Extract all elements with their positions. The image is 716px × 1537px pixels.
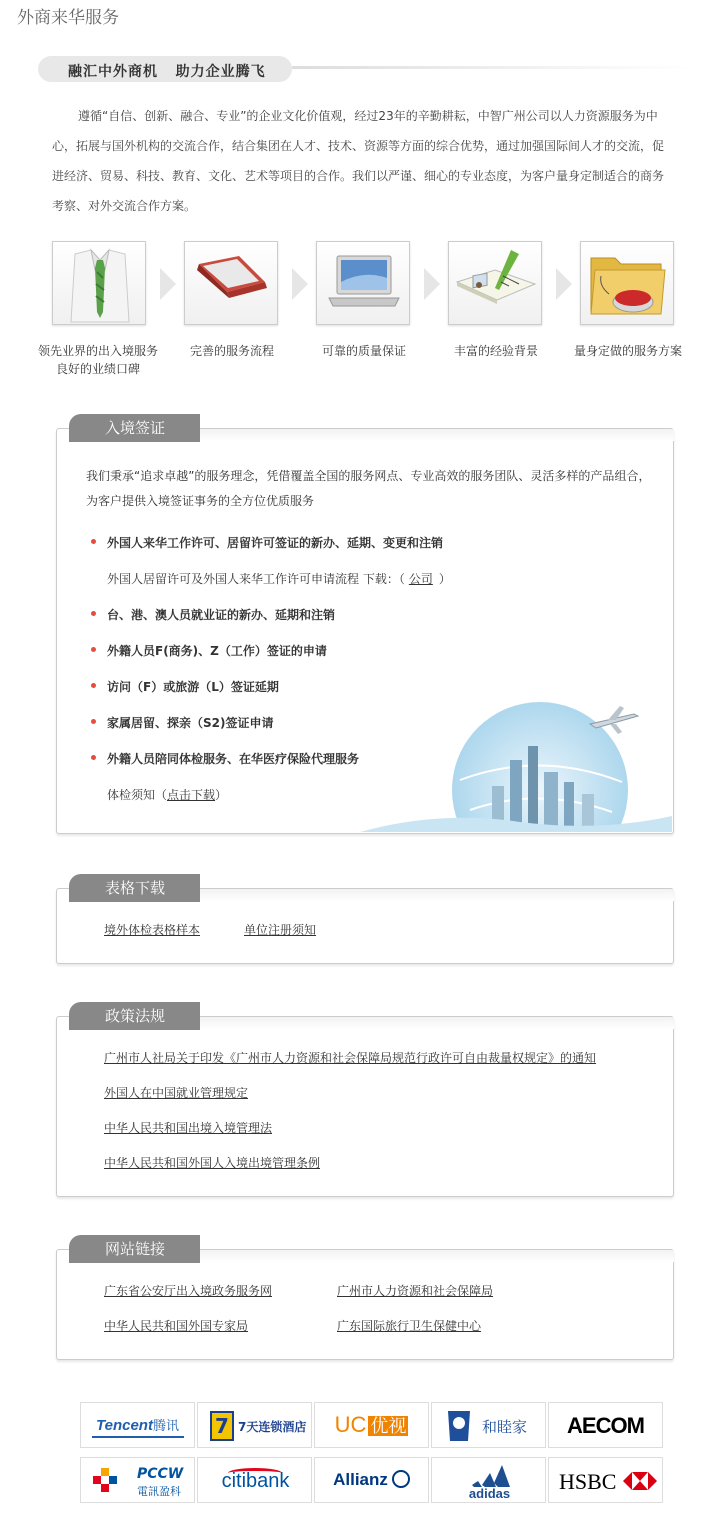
ucweb-logo[interactable] [314,1402,429,1448]
resume-pen-icon [449,242,543,326]
7days-wordmark: 7天连锁酒店 [238,1420,307,1434]
shirt-tie-icon [53,242,147,326]
allianz-wordmark: Allianz [333,1470,388,1489]
feature-3-label: 可靠的质量保证 [321,344,406,358]
flow-arrow-icon [292,268,308,300]
united-family-emblem-icon [444,1409,474,1443]
visa-download-end: ） [438,572,451,586]
visa-item: 外籍人员F(商务)、Z（工作）签证的申请 [107,644,327,658]
site-link[interactable]: 广东国际旅行卫生保健中心 [337,1319,482,1333]
site-link[interactable]: 广州市人力资源和社会保障局 [337,1284,494,1298]
slogan-divider [292,66,696,69]
feature-4-label: 丰富的经验背景 [453,344,538,358]
7days-mark: 7 [210,1411,234,1441]
intro-paragraph: 遵循“自信、创新、融合、专业”的企业文化价值观，经过23年的辛勤耕耘，中智广州公司以人力资源服务为中心，拓展与国外机构的交流合作，结合集团在人才、技术、资源等方面的综合优势，通过加强国际间人才的交流，促进经济、贸易、科技、教育、文化、艺术等项目的合作。我们以严谨、细心的专业态度，为客户量身定制适合的商务考察、对外交流合作方案。 [52,109,665,213]
section-tab-shade [200,1017,674,1029]
bullet-dot-icon [91,719,96,724]
sites-section-tab: 网站链接 [69,1235,200,1263]
feature-4-image [448,241,542,325]
visa-section-tab: 入境签证 [69,414,200,442]
tencent-logo[interactable] [80,1402,195,1448]
adidas-stripes-icon [470,1463,510,1487]
visa-item: 外国人来华工作许可、居留许可签证的新办、延期、变更和注销 [107,536,444,550]
flow-arrow-icon [556,268,572,300]
uc-wordmark: UC [334,1412,367,1437]
pccw-logo[interactable] [80,1457,195,1503]
allianz-eagle-icon [392,1470,410,1488]
visa-item: 台、港、澳人员就业证的新办、延期和注销 [107,608,336,622]
flow-arrow-icon [160,268,176,300]
bullet-dot-icon [91,683,96,688]
adidas-logo[interactable] [431,1457,546,1503]
visa-item: 家属居留、探亲（S2)签证申请 [107,716,274,730]
policy-link[interactable]: 中华人民共和国出境入境管理法 [104,1121,273,1135]
feature-3-image [316,241,410,325]
tencent-cn-wordmark: 腾讯 [152,1418,179,1433]
united-family-wordmark: 和睦家 [482,1418,528,1436]
united-family-logo[interactable] [431,1402,546,1448]
pccw-emblem-icon [93,1468,117,1492]
form-link-medical-sample[interactable]: 境外体检表格样本 [104,923,201,937]
bullet-dot-icon [91,755,96,760]
feature-5-label: 量身定做的服务方案 [573,344,682,358]
visa-intro-line2: 为客户提供入境签证事务的全方位优质服务 [86,494,315,508]
allianz-logo[interactable] [314,1457,429,1503]
download-medical-link[interactable]: 点击下载 [167,788,216,802]
laptop-silver-icon [317,242,411,326]
medical-note-text: 体检须知（ [107,788,168,802]
feature-2-label: 完善的服务流程 [189,344,274,358]
7days-logo[interactable] [197,1402,312,1448]
bullet-dot-icon [91,611,96,616]
aecom-logo[interactable] [548,1402,663,1448]
site-link[interactable]: 广东省公安厅出入境政务服务网 [104,1284,273,1298]
pccw-wordmark: PCCW [137,1466,184,1482]
section-tab-shade [200,889,674,901]
uc-cn-wordmark: 优视 [370,1416,407,1436]
visa-item: 外籍人员陪同体检服务、在华医疗保险代理服务 [107,752,360,766]
adidas-wordmark: adidas [468,1486,511,1501]
sites-section [56,1249,674,1360]
section-tab-shade [200,1250,674,1262]
visa-item: 访问（F）或旅游（L）签证延期 [107,680,279,694]
site-link[interactable]: 中华人民共和国外国专家局 [104,1319,249,1333]
bullet-dot-icon [91,539,96,544]
hsbc-logo[interactable] [548,1457,663,1503]
visa-download-note [107,570,451,587]
visa-intro-line1: 我们秉承“追求卓越”的服务理念，凭借覆盖全国的服务网点、专业高效的服务团队、灵活多样的产品组合， [86,469,651,483]
page-title: 外商来华服务 [17,8,119,28]
feature-1-image [52,241,146,325]
citibank-logo[interactable] [197,1457,312,1503]
policy-link[interactable]: 广州市人社局关于印发《广州市人力资源和社会保障局规范行政许可自由裁量权规定》的通知 [104,1051,597,1065]
citibank-wordmark: citibank [221,1470,290,1492]
hsbc-wordmark: HSBC [559,1469,617,1494]
policy-section-tab: 政策法规 [69,1002,200,1030]
folder-mouse-icon [581,242,675,326]
flow-arrow-icon [424,268,440,300]
feature-1-label: 领先业界的出入境服务 良好的业绩口碑 [37,344,158,376]
aecom-wordmark: AECOM [567,1413,644,1438]
hsbc-hexagon-icon [623,1472,657,1490]
download-company-link[interactable]: 公司 [408,572,433,586]
feature-5-image [580,241,674,325]
tencent-wordmark: Tencent [96,1417,153,1434]
forms-section-tab: 表格下载 [69,874,200,902]
medical-note-end: ） [215,788,228,802]
visa-download-text: 外国人居留许可及外国人来华工作许可申请流程 下载：（ [107,572,405,586]
policy-link[interactable]: 中华人民共和国外国人入境出境管理条例 [104,1156,321,1170]
slogan: 融汇中外商机 助力企业腾飞 [68,64,266,80]
laptop-red-icon [185,242,279,326]
medical-note [107,786,227,803]
globe-city-illustration [360,690,672,832]
pccw-cn-wordmark: 電訊盈科 [137,1485,181,1498]
bullet-dot-icon [91,647,96,652]
feature-2-image [184,241,278,325]
policy-link[interactable]: 外国人在中国就业管理规定 [104,1086,249,1100]
form-link-registration[interactable]: 单位注册须知 [244,923,317,937]
section-tab-shade [200,429,674,441]
